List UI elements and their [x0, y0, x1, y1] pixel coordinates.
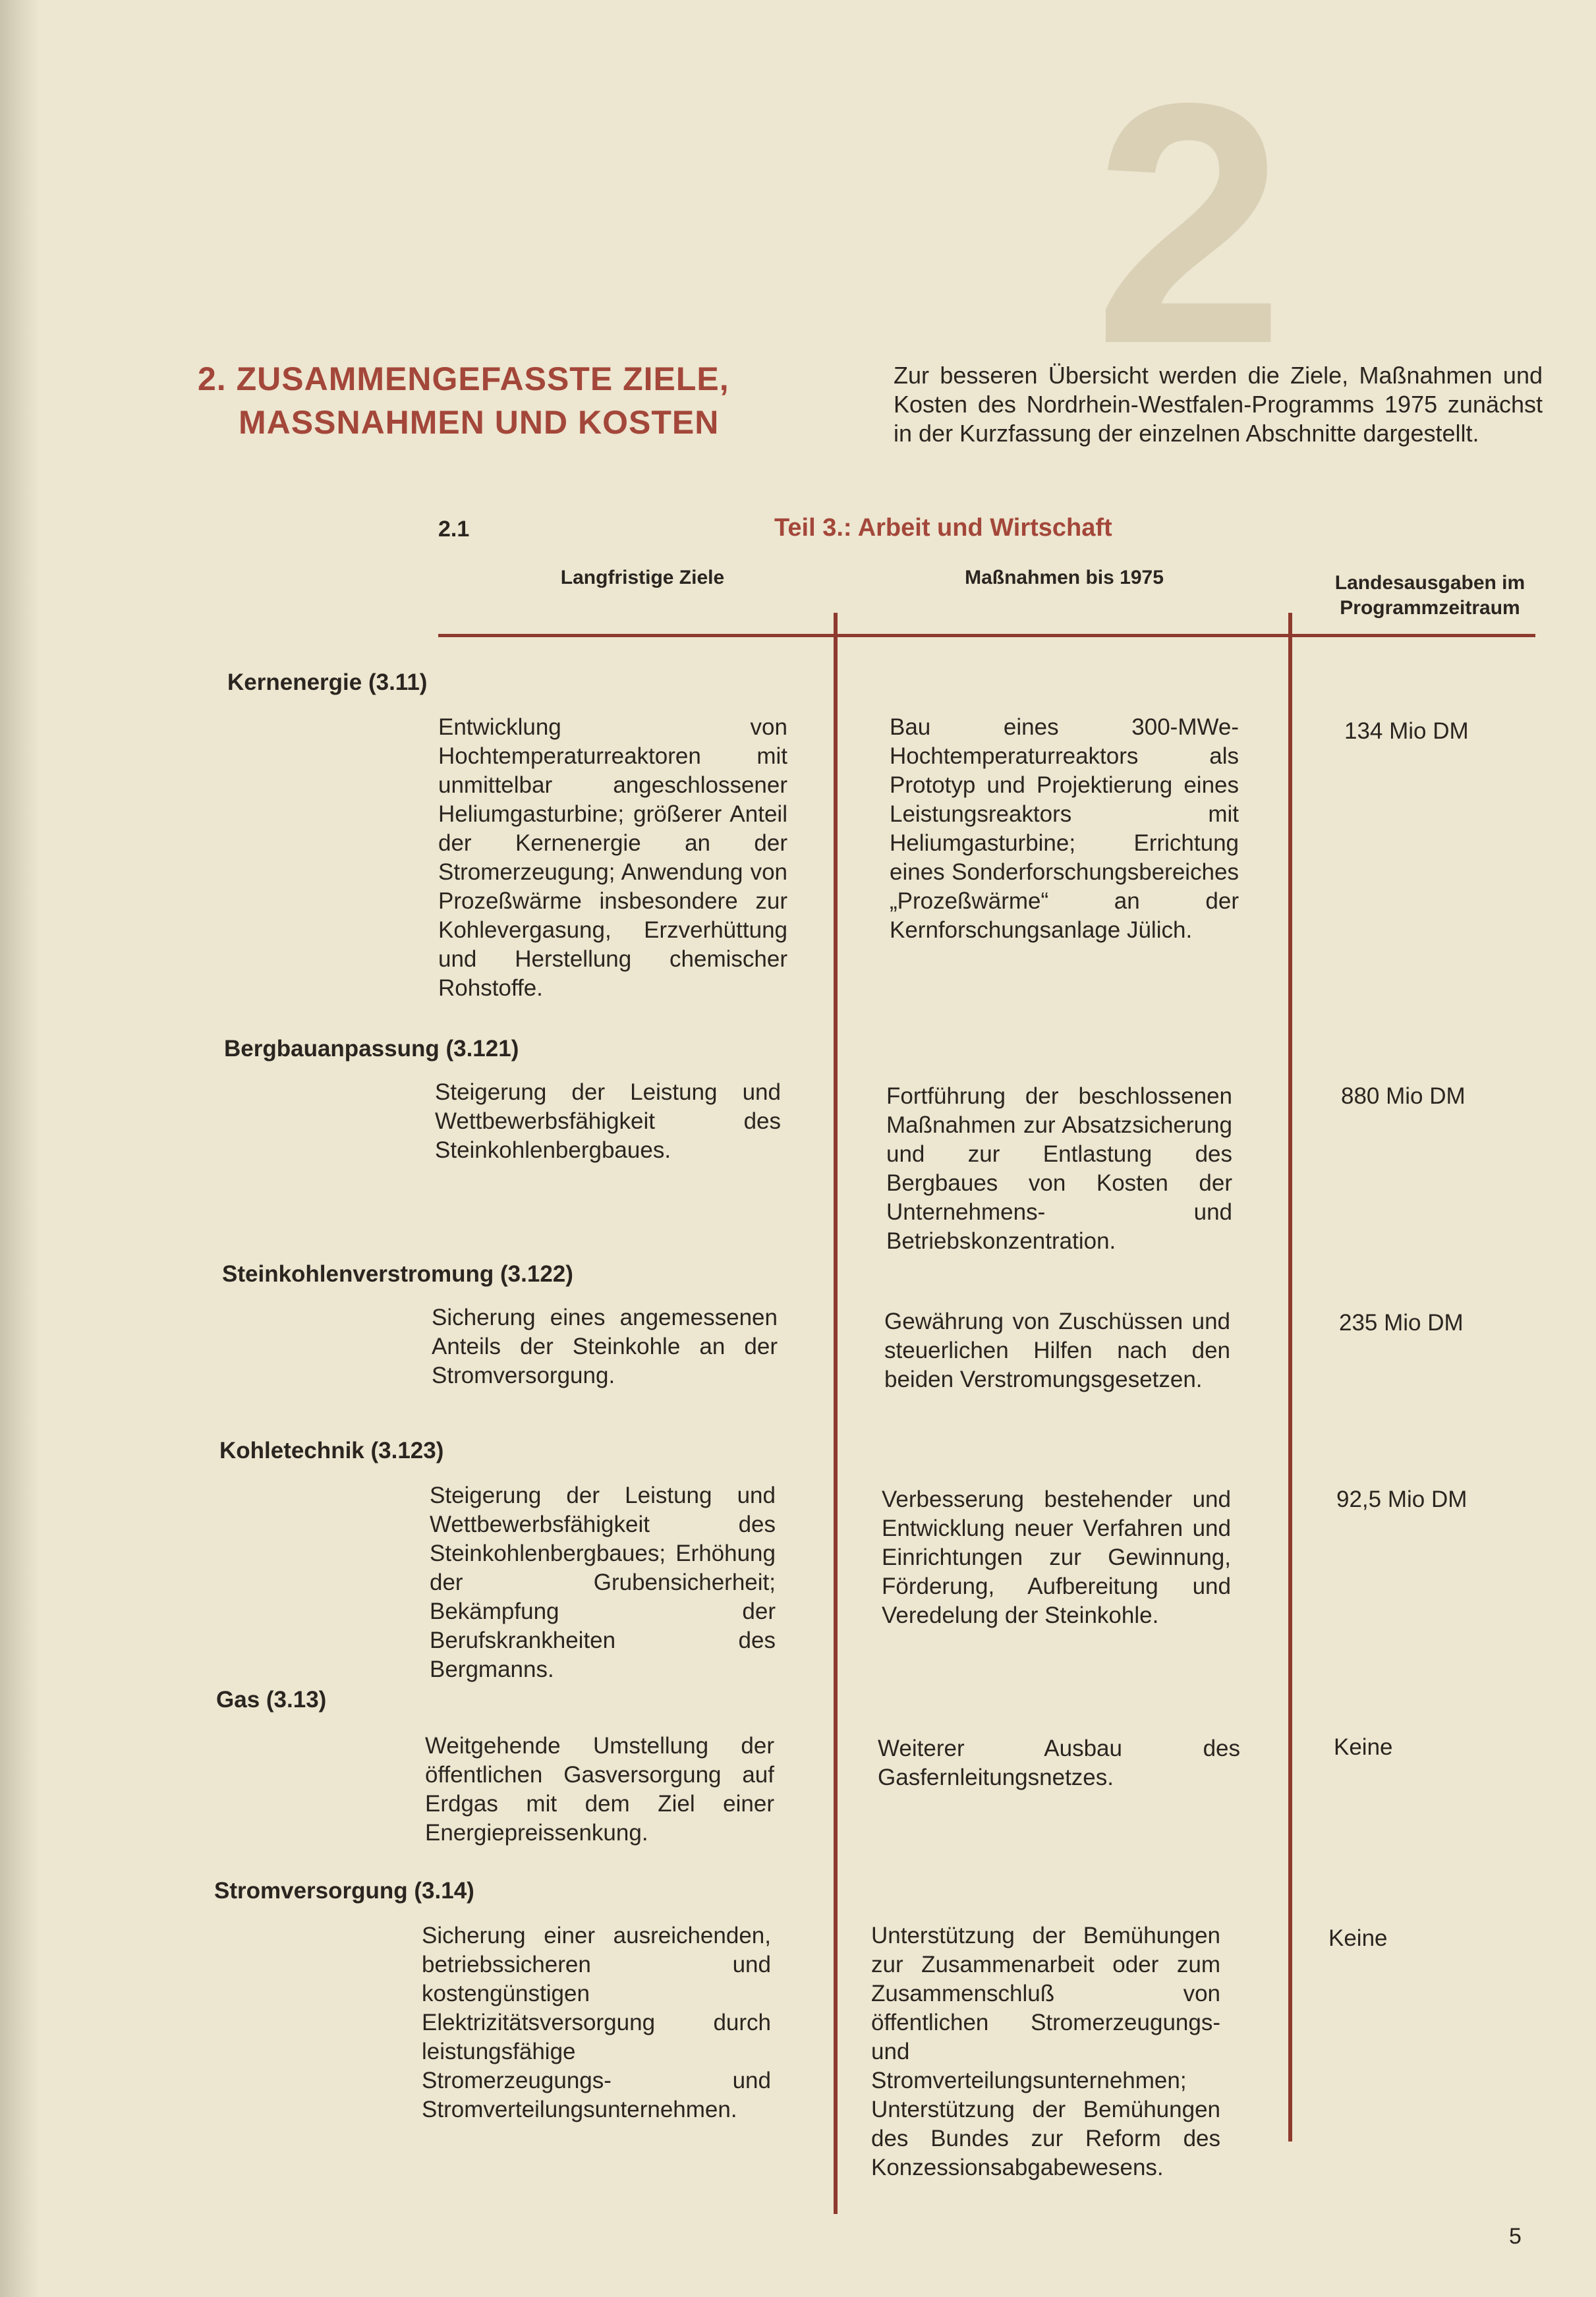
category-label: Kernenergie (3.11)	[227, 669, 428, 695]
column-header-goals: Langfristige Ziele	[560, 567, 725, 588]
spending-cell: 134 Mio DM	[1344, 718, 1469, 744]
column-header-spending	[1318, 571, 1542, 621]
section-number: 2.1	[438, 517, 470, 542]
category-label: Stromversorgung (3.14)	[214, 1878, 474, 1904]
header-rule	[438, 634, 1535, 637]
measure-cell: Weiterer Ausbau des Gasfernleitungsnetzes.	[878, 1736, 1240, 1790]
part-title: Teil 3.: Arbeit und Wirtschaft	[774, 514, 1112, 542]
goal-cell: Sicherung einer ausreichenden, betriebssicheren und kostengünstigen Elektrizitätsversorgung durch leistungsfähige Stromerzeugungs- und Stromverteilungsunternehmen.	[422, 1923, 771, 2122]
goal-cell: Steigerung der Leistung und Wettbewerbsfähigkeit des Steinkohlenbergbaues.	[435, 1079, 781, 1163]
intro-paragraph: Zur besseren Übersicht werden die Ziele, Maßnahmen und Kosten des Nordrhein-Westfalen-Programms 1975 zunächst in der Kurzfassung der einzelnen Abschnitte dargestellt.	[894, 362, 1543, 447]
column-header-spending-line-1: Landesausgaben im	[1334, 572, 1525, 594]
spending-cell: Keine	[1328, 1925, 1388, 1951]
measure-cell: Gewährung von Zuschüssen und steuerlichen Hilfen nach den beiden Verstromungsgesetzen.	[884, 1309, 1230, 1392]
measure-cell: Bau eines 300-MWe-Hochtemperaturreaktors als Prototyp und Projektierung eines Leistungsreaktors mit Heliumgasturbine; Errichtung eines Sonderforschungsbereiches „Prozeßwärme“ an der Kernforschungsanlage Jülich.	[890, 714, 1239, 943]
measure-cell: Fortführung der beschlossenen Maßnahmen zur Absatzsicherung und zur Entlastung des Bergbaues von Kosten der Unternehmens- und Betriebskonzentration.	[886, 1083, 1232, 1254]
category-label: Gas (3.13)	[216, 1687, 327, 1713]
goal-cell: Weitgehende Umstellung der öffentlichen Gasversorgung auf Erdgas mit dem Ziel einer Energiepreissenkung.	[425, 1733, 774, 1846]
category-label: Bergbauanpassung (3.121)	[224, 1036, 519, 1062]
spending-cell: 880 Mio DM	[1341, 1083, 1466, 1109]
spending-cell: Keine	[1334, 1734, 1393, 1760]
goal-cell: Entwicklung von Hochtemperaturreaktoren mit unmittelbar angeschlossener Heliumgasturbine; größerer Anteil der Kernenergie an der Stromerzeugung; Anwendung von Prozeßwärme insbesondere zur Kohlevergasung, Erzverhüttung und Herstellung chemischer Rohstoffe.	[438, 714, 787, 1001]
column-header-spending-line-2: Programmzeitraum	[1340, 597, 1520, 619]
measure-cell: Verbesserung bestehender und Entwicklung neuer Verfahren und Einrichtungen zur Gewinnung, Förderung, Aufbereitung und Veredelung der Steinkohle.	[882, 1487, 1231, 1628]
spending-cell: 92,5 Mio DM	[1336, 1487, 1468, 1512]
column-divider-2	[1288, 613, 1292, 2141]
page-number: 5	[1509, 2224, 1522, 2249]
measure-cell: Unterstützung der Bemühungen zur Zusammenarbeit oder zum Zusammenschluß von öffentlichen Stromerzeugungs- und Stromverteilungsunternehmen; Unterstützung der Bemühungen des Bundes zur Reform des Konzessionsabgabewesens.	[871, 1923, 1220, 2180]
category-label: Steinkohlenverstromung (3.122)	[222, 1261, 573, 1287]
page-binding-shadow	[0, 0, 40, 2297]
goal-cell: Sicherung eines angemessenen Anteils der Steinkohle an der Stromversorgung.	[432, 1305, 778, 1388]
spending-cell: 235 Mio DM	[1339, 1310, 1464, 1336]
heading-line-1: 2. ZUSAMMENGEFASSTE ZIELE,	[198, 360, 729, 397]
column-header-measures: Maßnahmen bis 1975	[965, 567, 1164, 588]
page-heading	[198, 357, 857, 444]
goal-cell: Steigerung der Leistung und Wettbewerbsfähigkeit des Steinkohlenbergbaues; Erhöhung der Grubensicherheit; Bekämpfung der Berufskrankheiten des Bergmanns.	[430, 1483, 776, 1682]
column-divider-1	[834, 613, 838, 2214]
category-label: Kohletechnik (3.123)	[219, 1438, 444, 1463]
heading-line-2: MASSNAHMEN UND KOSTEN	[239, 404, 720, 441]
chapter-number-watermark: 2	[1094, 32, 1285, 415]
